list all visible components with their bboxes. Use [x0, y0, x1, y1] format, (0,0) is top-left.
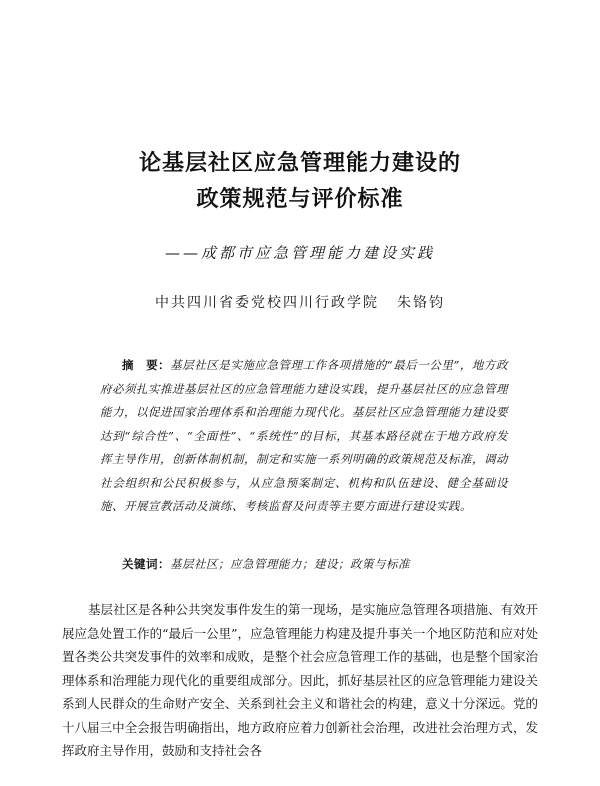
author-name: 朱铬钧 [397, 295, 445, 311]
keywords-text: 基层社区；应急管理能力；建设；政策与标准 [170, 557, 410, 571]
body-paragraph: 基层社区是各种公共突发事件发生的第一现场，是实施应急管理各项措施、有效开展应急处置工作的“最后一公里”，应急管理能力构建及提升事关一个地区防范和应对处置各类公共突发事件的效率和成败，是整个社会应急管理工作的基础，也是整个国家治理体系和治理能力现代化的重要组成部分。因此，抓好基层社区的应急管理能力建设关系到人民群众的生命财产安全、关系到社会主义和谐社会的构建，意义十分深远。党的十八届三中全会报告明确指出，地方政府应着力创新社会治理，改进社会治理方式，发挥政府主导作用，鼓励和支持社会各 [62, 602, 539, 758]
author-affiliation: 中共四川省委党校四川行政学院 [155, 295, 379, 311]
paper-subtitle: ——成都市应急管理能力建设实践 [164, 244, 435, 262]
abstract-label: 摘 要： [122, 358, 171, 372]
author-line [0, 292, 600, 312]
paper-title-line-2: 政策规范与评价标准 [196, 187, 404, 212]
abstract-text: 基层社区是实施应急管理工作各项措施的“最后一公里”，地方政府必须扎实推进基层社区的应急管理能力建设实践，提升基层社区的应急管理能力，以促进国家治理体系和治理能力现代化。基层社区应急管理能力建设要达到“综合性”、“全面性”、“系统性”的目标，其基本路径就在于地方政府发挥主导作用，创新体制机制，制定和实施一系列明确的政策规范及标准，调动社会组织和公民积极参与，从应急预案制定、机构和队伍建设、健全基础设施、开展宣教活动及演练、考核监督及问责等主要方面进行建设实践。 [100, 358, 508, 513]
abstract [100, 354, 508, 519]
paper-title-line-1: 论基层社区应急管理能力建设的 [138, 151, 461, 176]
keywords [122, 554, 508, 574]
keywords-label: 关键词： [122, 557, 170, 571]
